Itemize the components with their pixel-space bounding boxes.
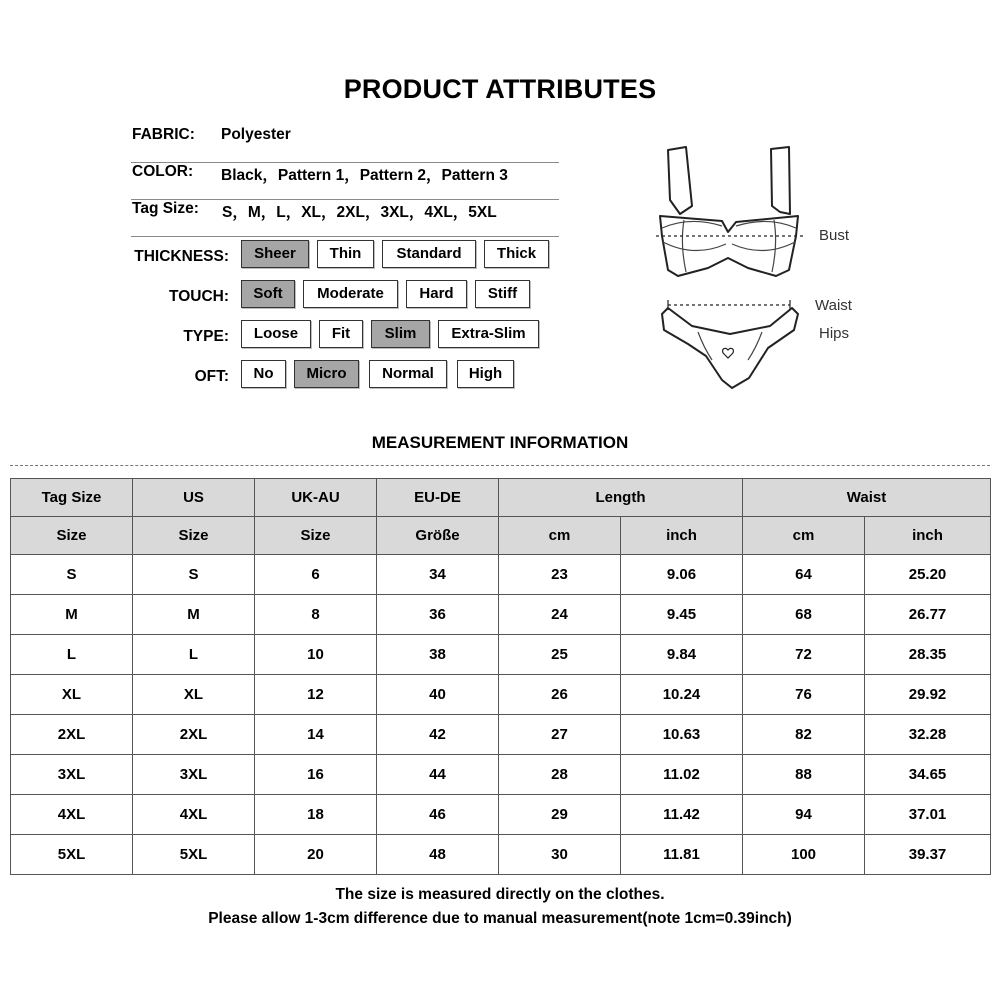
dashed-divider — [10, 465, 990, 466]
table-cell: 9.84 — [621, 635, 743, 675]
oft-option-high[interactable]: High — [457, 360, 514, 388]
thickness-option-thin[interactable]: Thin — [317, 240, 374, 268]
table-cell: L — [11, 635, 133, 675]
table-cell: 9.45 — [621, 595, 743, 635]
table-cell: 12 — [255, 675, 377, 715]
header-cell: EU-DE — [377, 479, 499, 517]
table-cell: 20 — [255, 835, 377, 875]
oft-option-no[interactable]: No — [241, 360, 286, 388]
table-cell: S — [11, 555, 133, 595]
table-cell: 48 — [377, 835, 499, 875]
table-cell: 30 — [499, 835, 621, 875]
type-label: TYPE: — [183, 328, 229, 345]
table-cell: 5XL — [133, 835, 255, 875]
subheader-cell: cm — [499, 517, 621, 555]
waist-label: Waist — [815, 297, 852, 314]
header-cell: Tag Size — [11, 479, 133, 517]
table-cell: 4XL — [133, 795, 255, 835]
table-cell: 6 — [255, 555, 377, 595]
tag-size-label: Tag Size: — [132, 200, 199, 217]
table-row — [11, 635, 991, 675]
table-cell: 3XL — [133, 755, 255, 795]
table-cell: 11.81 — [621, 835, 743, 875]
table-row — [11, 795, 991, 835]
table-cell: 23 — [499, 555, 621, 595]
type-option-extra-slim[interactable]: Extra-Slim — [438, 320, 539, 348]
measurement-title: MEASUREMENT INFORMATION — [371, 433, 629, 452]
bust-label: Bust — [819, 227, 850, 244]
table-cell: 36 — [377, 595, 499, 635]
subheader-cell: cm — [743, 517, 865, 555]
touch-option-moderate[interactable]: Moderate — [303, 280, 398, 308]
table-cell: 37.01 — [865, 795, 991, 835]
table-cell: 5XL — [11, 835, 133, 875]
header-cell: US — [133, 479, 255, 517]
color-value: Black，Pattern 1，Pattern 2，Pattern 3 — [221, 167, 508, 184]
table-cell: 39.37 — [865, 835, 991, 875]
subheader-cell: Size — [255, 517, 377, 555]
touch-option-hard[interactable]: Hard — [406, 280, 467, 308]
table-cell: 46 — [377, 795, 499, 835]
attr-row-fabric — [131, 126, 559, 163]
type-option-fit[interactable]: Fit — [319, 320, 363, 348]
left-strap — [668, 147, 692, 214]
header-cell: UK-AU — [255, 479, 377, 517]
table-cell: 29.92 — [865, 675, 991, 715]
table-cell: 68 — [743, 595, 865, 635]
touch-option-stiff[interactable]: Stiff — [475, 280, 530, 308]
header-cell-length: Length — [499, 479, 743, 517]
garment-illustration — [640, 140, 880, 400]
table-cell: 29 — [499, 795, 621, 835]
table-cell: 64 — [743, 555, 865, 595]
table-cell: 3XL — [11, 755, 133, 795]
table-row — [11, 755, 991, 795]
table-cell: XL — [133, 675, 255, 715]
note-difference: Please allow 1-3cm difference due to manual measurement(note 1cm=0.39inch) — [208, 910, 792, 927]
header-row-1 — [11, 479, 991, 517]
table-cell: 2XL — [133, 715, 255, 755]
thickness-option-thick[interactable]: Thick — [484, 240, 549, 268]
table-cell: 11.02 — [621, 755, 743, 795]
subheader-cell: Größe — [377, 517, 499, 555]
note-measured: The size is measured directly on the clothes. — [335, 886, 665, 903]
table-cell: 32.28 — [865, 715, 991, 755]
table-cell: 4XL — [11, 795, 133, 835]
header-cell-waist: Waist — [743, 479, 991, 517]
table-cell: 76 — [743, 675, 865, 715]
table-cell: 25 — [499, 635, 621, 675]
attr-row-tag-size — [131, 200, 559, 237]
table-cell: 10 — [255, 635, 377, 675]
thickness-option-standard[interactable]: Standard — [382, 240, 476, 268]
table-cell: 28 — [499, 755, 621, 795]
table-cell: 8 — [255, 595, 377, 635]
table-cell: 9.06 — [621, 555, 743, 595]
subheader-cell: inch — [865, 517, 991, 555]
table-cell: 16 — [255, 755, 377, 795]
table-cell: 27 — [499, 715, 621, 755]
table-row — [11, 675, 991, 715]
tag-size-value: S，M，L，XL，2XL，3XL，4XL，5XL — [222, 204, 497, 221]
oft-option-normal[interactable]: Normal — [369, 360, 447, 388]
table-cell: 11.42 — [621, 795, 743, 835]
table-cell: 26 — [499, 675, 621, 715]
fabric-value: Polyester — [221, 126, 291, 143]
table-cell: 100 — [743, 835, 865, 875]
table-cell: 38 — [377, 635, 499, 675]
color-label: COLOR: — [132, 163, 194, 180]
table-cell: 34 — [377, 555, 499, 595]
measurement-table — [10, 478, 991, 875]
subheader-cell: Size — [133, 517, 255, 555]
table-cell: 24 — [499, 595, 621, 635]
page-title: PRODUCT ATTRIBUTES — [343, 74, 657, 104]
table-cell: 18 — [255, 795, 377, 835]
table-cell: L — [133, 635, 255, 675]
table-cell: 28.35 — [865, 635, 991, 675]
table-cell: 82 — [743, 715, 865, 755]
subheader-cell: Size — [11, 517, 133, 555]
touch-label: TOUCH: — [169, 288, 229, 305]
table-cell: 25.20 — [865, 555, 991, 595]
table-cell: 44 — [377, 755, 499, 795]
table-cell: 40 — [377, 675, 499, 715]
thickness-option-sheer[interactable]: Sheer — [241, 240, 309, 268]
table-cell: M — [11, 595, 133, 635]
table-row — [11, 835, 991, 875]
table-cell: 94 — [743, 795, 865, 835]
table-cell: 2XL — [11, 715, 133, 755]
table-row — [11, 555, 991, 595]
type-option-loose[interactable]: Loose — [241, 320, 311, 348]
table-cell: 10.24 — [621, 675, 743, 715]
type-option-slim[interactable]: Slim — [371, 320, 430, 348]
touch-option-soft[interactable]: Soft — [241, 280, 295, 308]
right-strap — [771, 147, 790, 214]
oft-label: OFT: — [194, 368, 229, 385]
table-row — [11, 715, 991, 755]
table-cell: 88 — [743, 755, 865, 795]
table-cell: 26.77 — [865, 595, 991, 635]
fabric-label: FABRIC: — [132, 126, 195, 143]
thickness-label: THICKNESS: — [134, 248, 229, 265]
hips-label: Hips — [819, 325, 850, 342]
attr-row-color — [131, 163, 559, 200]
table-cell: 14 — [255, 715, 377, 755]
table-cell: 42 — [377, 715, 499, 755]
table-cell: XL — [11, 675, 133, 715]
header-row-2 — [11, 517, 991, 555]
subheader-cell: inch — [621, 517, 743, 555]
table-cell: 72 — [743, 635, 865, 675]
oft-option-micro[interactable]: Micro — [294, 360, 359, 388]
table-cell: 10.63 — [621, 715, 743, 755]
bra-band — [660, 216, 798, 276]
table-cell: M — [133, 595, 255, 635]
table-cell: S — [133, 555, 255, 595]
table-cell: 34.65 — [865, 755, 991, 795]
table-row — [11, 595, 991, 635]
